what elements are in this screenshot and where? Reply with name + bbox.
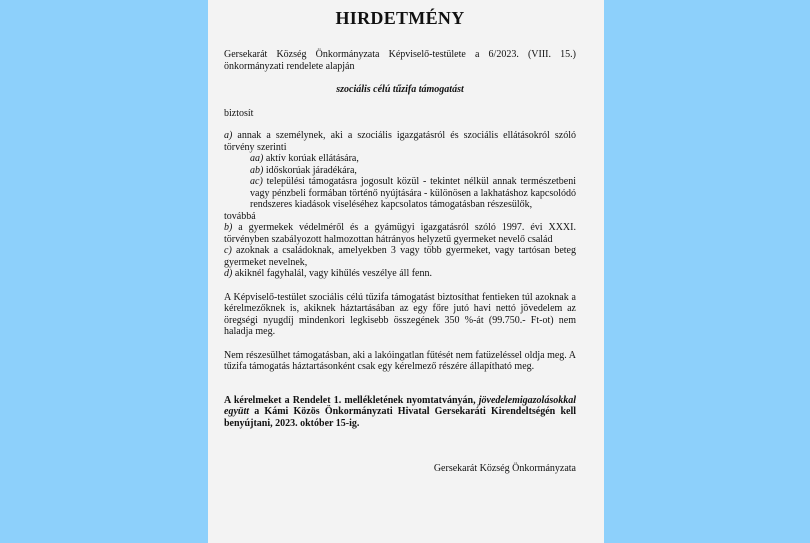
item-a: [224, 130, 576, 153]
submission-text-end: a Kámi Közös Önkormányzati Hivatal Gersekaráti Kirendeltségén kell benyújtani, 2023. október 15-ig.: [224, 406, 576, 429]
submission-text-start: A kérelmeket a Rendelet 1. mellékletének nyomtatványán,: [224, 394, 479, 406]
tovabba-line: továbbá: [224, 210, 256, 222]
item-ab-mark: ab): [250, 164, 264, 176]
item-b-mark: b): [224, 222, 233, 233]
item-b-text: a gyermekek védelméről és a gyámügyi igazgatásról szóló 1997. évi XXXI. törvényben szabályozott halmozottan hátrányos helyzetű gyermeket nevelő család: [224, 222, 576, 245]
item-ab-text: időskorúak járadékára,: [263, 164, 357, 176]
item-aa: [224, 153, 576, 165]
document-page: [208, 0, 604, 543]
item-aa-mark: aa): [250, 153, 264, 164]
item-a-mark: a): [224, 130, 233, 141]
item-c: [224, 245, 576, 268]
item-c-text: azoknak a családoknak, amelyekben 3 vagy több gyermeket, vagy tartósan beteg gyermeket nevelnek,: [224, 245, 576, 268]
exclusion-paragraph: Nem részesülhet támogatásban, aki a lakóingatlan fűtését nem fatüzeléssel oldja meg. A tűzifa támogatás háztartásonként csak egy kérelmező részére állapítható meg.: [224, 349, 576, 372]
submission-paragraph: [224, 395, 576, 430]
item-b: [224, 222, 576, 245]
item-ac-mark: ac): [250, 176, 263, 187]
extra-eligibility-paragraph: A Képviselő-testület szociális célú tűzifa támogatást biztosíthat fentieken túl azoknak a kérelmezőknek is, akiknek háztartásában az egy főre jutó havi nettó jövedelem az öregségi nyugdíj mindenkori legkisebb összegének 350 %-át (99.750.- Ft-ot) nem haladja meg.: [224, 291, 576, 337]
biztosit-line: biztosít: [224, 107, 254, 119]
item-d-mark: d): [224, 268, 233, 279]
item-ac-text: települési támogatásra jogosult közül - tekintet nélkül annak természetbeni vagy pénzbeli formában történő nyújtására - különösen a lakhatáshoz kapcsolódó rendszeres kiadások viseléséhez kapcsolatos támogatásban részesülők,: [250, 176, 576, 210]
document-title: HIRDETMÉNY: [335, 8, 465, 28]
item-a-text: annak a személynek, aki a szociális igazgatásról és szociális ellátásokról szóló törvény szerinti: [224, 130, 576, 153]
intro-paragraph: Gersekarát Község Önkormányzata Képviselő-testülete a 6/2023. (VIII. 15.) önkormányzati rendelete alapján: [224, 49, 576, 72]
subtitle: szociális célú tűzifa támogatást: [336, 84, 464, 95]
signature: Gersekarát Község Önkormányzata: [433, 463, 576, 474]
item-d: [224, 268, 576, 280]
item-ac: [224, 176, 576, 211]
eligibility-list: [224, 130, 576, 280]
item-d-text: akiknél fagyhalál, vagy kihűlés veszélye áll fenn.: [232, 268, 432, 279]
item-c-mark: c): [224, 245, 232, 256]
item-ab: [224, 165, 576, 177]
submission-text-italic: jövedelemigazolásokkal együtt: [224, 394, 576, 417]
document-body: [224, 0, 576, 475]
item-aa-text: aktív korúak ellátására,: [263, 153, 359, 164]
